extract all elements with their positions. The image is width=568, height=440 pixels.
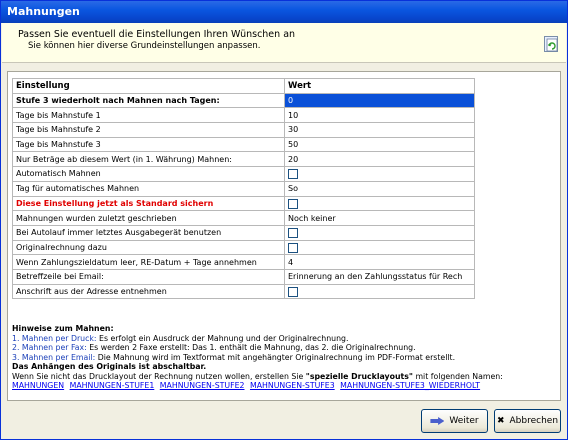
link-mahnungen[interactable]: MAHNUNGEN [12, 381, 65, 390]
setting-label: Mahnungen wurden zuletzt geschrieben [13, 211, 285, 226]
setting-label: Tag für automatisches Mahnen [13, 181, 285, 196]
layout-links [12, 381, 558, 391]
note-text: Es erfolgt ein Ausdruck der Mahnung und der Originalrechnung. [96, 333, 349, 343]
setting-label: Anschrift aus der Adresse entnehmen [13, 284, 285, 299]
note-layout-line [12, 372, 558, 382]
notes-section [12, 324, 558, 391]
link-mahnungen-stufe1[interactable]: MAHNUNGEN-STUFE1 [69, 381, 155, 390]
setting-label: Originalrechnung dazu [13, 240, 285, 255]
note-text: mit folgenden Namen: [412, 371, 503, 381]
note-line [12, 343, 558, 353]
close-icon: ✖ [496, 416, 505, 426]
table-row[interactable] [13, 93, 475, 108]
note-line [12, 353, 558, 363]
notes-title: Hinweise zum Mahnen: [12, 324, 114, 333]
table-row[interactable] [13, 196, 475, 211]
automatisch-mahnen-checkbox[interactable] [288, 169, 298, 179]
setting-value-input[interactable]: 50 [285, 137, 475, 152]
setting-value-input[interactable]: Erinnerung an den Zahlungsstatus für Rech [285, 269, 475, 284]
originalrechnung-checkbox[interactable] [288, 243, 298, 253]
setting-value-input[interactable]: So [285, 181, 475, 196]
table-row[interactable] [13, 211, 475, 226]
window-title: Mahnungen [1, 1, 567, 23]
table-row[interactable] [13, 137, 475, 152]
setting-label: Tage bis Mahnstufe 1 [13, 108, 285, 123]
settings-panel [7, 71, 561, 401]
note-key: 3. Mahnen per Email: [12, 352, 96, 362]
setting-label: Automatisch Mahnen [13, 167, 285, 182]
table-row[interactable] [13, 181, 475, 196]
setting-label: Tage bis Mahnstufe 2 [13, 123, 285, 138]
table-row[interactable] [13, 152, 475, 167]
note-text-bold: "spezielle Drucklayouts" [305, 371, 413, 381]
column-header-setting: Einstellung [13, 79, 285, 94]
setting-value-input[interactable]: 0 [285, 93, 475, 108]
setting-label: Diese Einstellung jetzt als Standard sichern [13, 196, 285, 211]
setting-label: Wenn Zahlungszieldatum leer, RE-Datum + Tage annehmen [13, 255, 285, 270]
next-button[interactable] [421, 409, 488, 433]
refresh-document-icon[interactable] [544, 36, 558, 52]
setting-label: Tage bis Mahnstufe 3 [13, 137, 285, 152]
setting-label: Bei Autolauf immer letztes Ausgabegerät benutzen [13, 225, 285, 240]
settings-table [12, 78, 475, 299]
column-header-value: Wert [285, 79, 475, 94]
link-mahnungen-stufe2[interactable]: MAHNUNGEN-STUFE2 [159, 381, 245, 390]
table-row[interactable] [13, 108, 475, 123]
setting-value-text: Noch keiner [285, 211, 475, 226]
setting-label: Stufe 3 wiederholt nach Mahnen nach Tagen: [13, 93, 285, 108]
setting-label: Nur Beträge ab diesem Wert (in 1. Währung) Mahnen: [13, 152, 285, 167]
cancel-button-label: Abbrechen [509, 416, 559, 426]
standard-sichern-checkbox[interactable] [288, 199, 298, 209]
note-text: Es werden 2 Faxe erstellt: Das 1. enthält die Mahnung, das 2. die Originalrechnung. [86, 343, 416, 352]
note-line [12, 334, 558, 344]
anschrift-adresse-checkbox[interactable] [288, 287, 298, 297]
table-row[interactable] [13, 167, 475, 182]
link-mahnungen-stufe3-wiederholt[interactable]: MAHNUNGEN-STUFE3_WIEDERHOLT [340, 381, 481, 390]
table-row[interactable] [13, 225, 475, 240]
arrow-right-icon [430, 417, 444, 425]
setting-value-input[interactable]: 4 [285, 255, 475, 270]
note-key: 1. Mahnen per Druck: [12, 333, 97, 343]
setting-value-input[interactable]: 30 [285, 123, 475, 138]
note-bold-line: Das Anhängen des Originals ist abschaltbar. [12, 362, 207, 371]
note-text: Die Mahnung wird im Textformat mit angehängter Originalrechnung im PDF-Format erstellt. [95, 352, 456, 362]
table-row[interactable] [13, 123, 475, 138]
setting-value-input[interactable]: 10 [285, 108, 475, 123]
note-key: 2. Mahnen per Fax: [12, 343, 87, 352]
cancel-button[interactable] [494, 409, 561, 433]
info-header [2, 23, 566, 63]
note-text: Wenn Sie nicht das Drucklayout der Rechnung nutzen wollen, erstellen Sie [12, 371, 306, 381]
setting-value-input[interactable]: 20 [285, 152, 475, 167]
table-row[interactable] [13, 269, 475, 284]
table-row[interactable] [13, 284, 475, 299]
header-title: Passen Sie eventuell die Einstellungen Ihren Wünschen an [18, 29, 296, 40]
autolauf-ausgabegeraet-checkbox[interactable] [288, 228, 298, 238]
table-row[interactable] [13, 255, 475, 270]
header-subtitle: Sie können hier diverse Grundeinstellungen anpassen. [28, 41, 261, 51]
next-button-label: Weiter [449, 416, 479, 426]
link-mahnungen-stufe3[interactable]: MAHNUNGEN-STUFE3 [249, 381, 335, 390]
setting-label: Betreffzeile bei Email: [13, 269, 285, 284]
table-row[interactable] [13, 240, 475, 255]
